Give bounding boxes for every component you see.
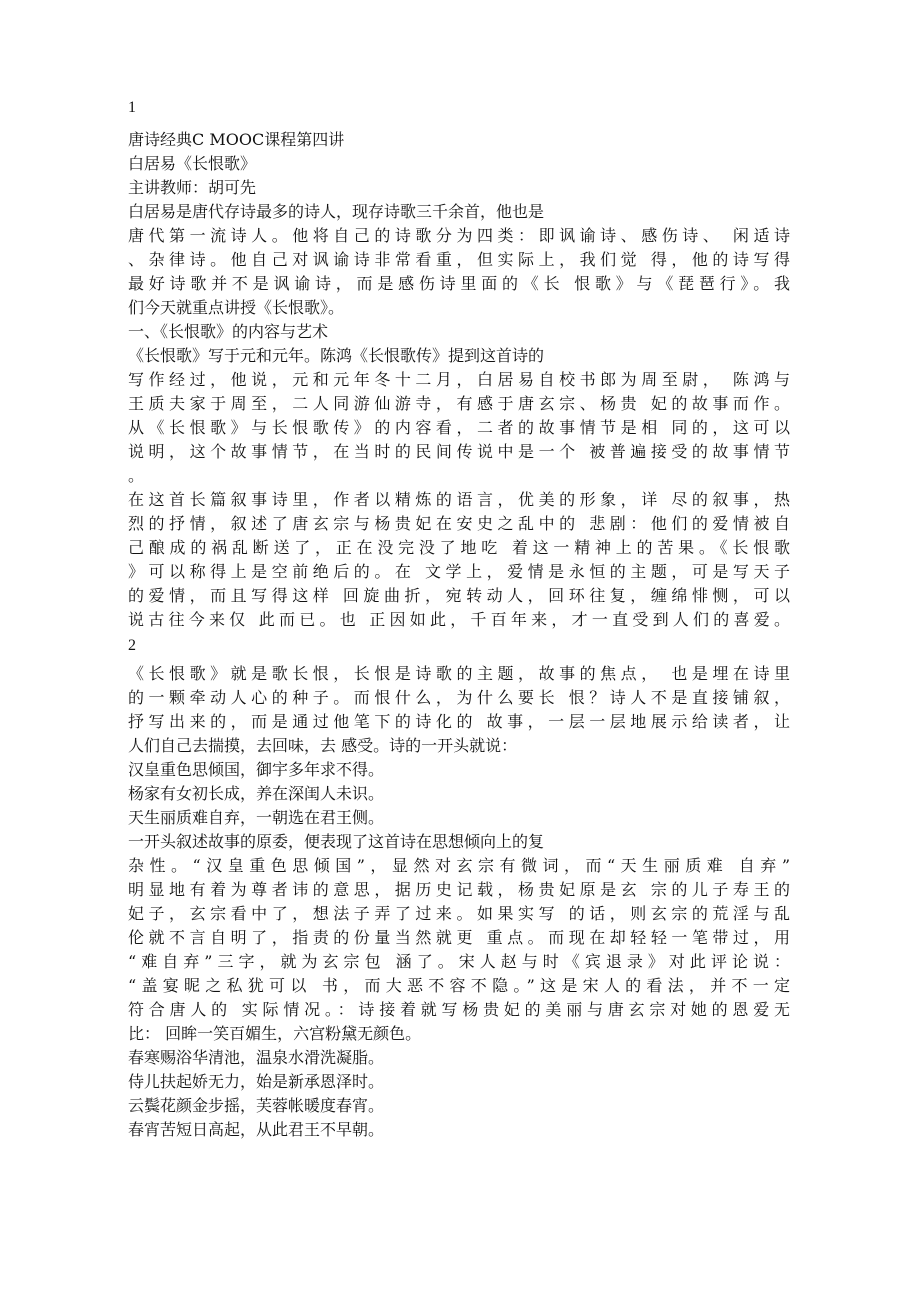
- poem-line: 天生丽质难自弃，一朝选在君王侧。: [128, 808, 385, 827]
- poem-line: 春宵苦短日高起，从此君王不早朝。: [128, 1120, 385, 1139]
- text-line: 《长恨歌》就是歌长恨，长恨是诗歌的主题，故事的焦点， 也是埋在诗里: [128, 664, 790, 683]
- poem-line: 杨家有女初长成，养在深闺人未识。: [128, 784, 385, 803]
- text-line: 妃子，玄宗看中了，想法子弄了过来。如果实写 的话，则玄宗的荒淫与乱: [128, 904, 790, 923]
- text-line: “难自弃”三字，就为玄宗包 涵了。宋人赵与时《宾退录》对此评论说：: [128, 952, 790, 971]
- text-line: “盖宴昵之私犹可以 书，而大恶不容不隐。”这是宋人的看法，并不一定: [128, 976, 790, 995]
- text-line: 从《长恨歌》与长恨歌传》的内容看，二者的故事情节是相 同的，这可以: [128, 418, 790, 437]
- page-number: 1: [128, 99, 136, 116]
- text-line: 最好诗歌并不是讽谕诗，而是感伤诗里面的《长 恨歌》与《琵琶行》。我: [128, 274, 790, 293]
- text-line: 的一颗牵动人心的种子。而恨什么，为什么要长 恨？诗人不是直接铺叙，: [128, 688, 790, 707]
- text-line: 、杂律诗。他自己对讽谕诗非常看重，但实际上，我们觉 得，他的诗写得: [128, 250, 790, 269]
- text-line: 们今天就重点讲授《长恨歌》。: [128, 298, 345, 317]
- text-line: 杂性。“汉皇重色思倾国”，显然对玄宗有微词，而“天生丽质难 自弃”: [128, 856, 790, 875]
- text-line: 明显地有着为尊者讳的意思，据历史记载，杨贵妃原是玄 宗的儿子寿王的: [128, 880, 790, 899]
- text-line: 烈的抒情，叙述了唐玄宗与杨贵妃在安史之乱中的 悲剧：他们的爱情被自: [128, 514, 790, 533]
- text-line: 。: [128, 466, 145, 485]
- poem-line: 春寒赐浴华清池，温泉水滑洗凝脂。: [128, 1048, 385, 1067]
- text-line: 唐代第一流诗人。他将自己的诗歌分为四类：即讽谕诗、感伤诗、 闲适诗: [128, 226, 790, 245]
- poem-line: 汉皇重色思倾国，御宇多年求不得。: [128, 760, 385, 779]
- document-page: [128, 96, 790, 1142]
- text-line: 己酿成的祸乱断送了，正在没完没了地吃 着这一精神上的苦果。《长恨歌: [128, 538, 790, 557]
- lecture-subtitle: 白居易《长恨歌》: [128, 154, 257, 173]
- text-line: 白居易是唐代存诗最多的诗人，现存诗歌三千余首，他也是: [128, 202, 545, 221]
- text-line: 王质夫家于周至，二人同游仙游寺，有感于唐玄宗、杨贵 妃的故事而作。: [128, 394, 790, 413]
- document-title: 唐诗经典C MOOC课程第四讲: [128, 130, 345, 149]
- text-line: 符合唐人的 实际情况。：诗接着就写杨贵妃的美丽与唐玄宗对她的恩爱无: [128, 1000, 790, 1019]
- text-line: 说古往今来仅 此而已。也 正因如此，千百年来，才一直受到人们的喜爱。: [128, 610, 790, 629]
- section-heading: 一、《长恨歌》的内容与艺术: [128, 322, 329, 341]
- text-line: 《长恨歌》写于元和元年。陈鸿《长恨歌传》提到这首诗的: [128, 346, 545, 365]
- text-line: 伦就不言自明了，指责的份量当然就更 重点。而现在却轻轻一笔带过，用: [128, 928, 790, 947]
- poem-line: 云鬓花颜金步摇，芙蓉帐暖度春宵。: [128, 1096, 385, 1115]
- text-line: 的爱情，而且写得这样 回旋曲折，宛转动人，回环往复，缠绵悱恻，可以: [128, 586, 790, 605]
- lecturer-line: 主讲教师：胡可先: [128, 178, 257, 197]
- text-line: 在这首长篇叙事诗里，作者以精炼的语言，优美的形象，详 尽的叙事，热: [128, 490, 790, 509]
- page-number: 2: [128, 637, 136, 654]
- text-line: 一开头叙述故事的原委，便表现了这首诗在思想倾向上的复: [128, 832, 545, 851]
- text-line: 人们自己去揣摸，去回味，去 感受。诗的一开头就说：: [128, 736, 518, 755]
- poem-line: 比： 回眸一笑百媚生，六宫粉黛无颜色。: [128, 1024, 422, 1043]
- poem-line: 侍儿扶起娇无力，始是新承恩泽时。: [128, 1072, 385, 1091]
- text-line: 写作经过，他说，元和元年冬十二月，白居易自校书郎为周至尉， 陈鸿与: [128, 370, 790, 389]
- text-line: 》可以称得上是空前绝后的。在 文学上，爱情是永恒的主题，可是写天子: [128, 562, 790, 581]
- text-line: 说明，这个故事情节，在当时的民间传说中是一个 被普遍接受的故事情节: [128, 442, 790, 461]
- text-line: 抒写出来的，而是通过他笔下的诗化的 故事，一层一层地展示给读者，让: [128, 712, 790, 731]
